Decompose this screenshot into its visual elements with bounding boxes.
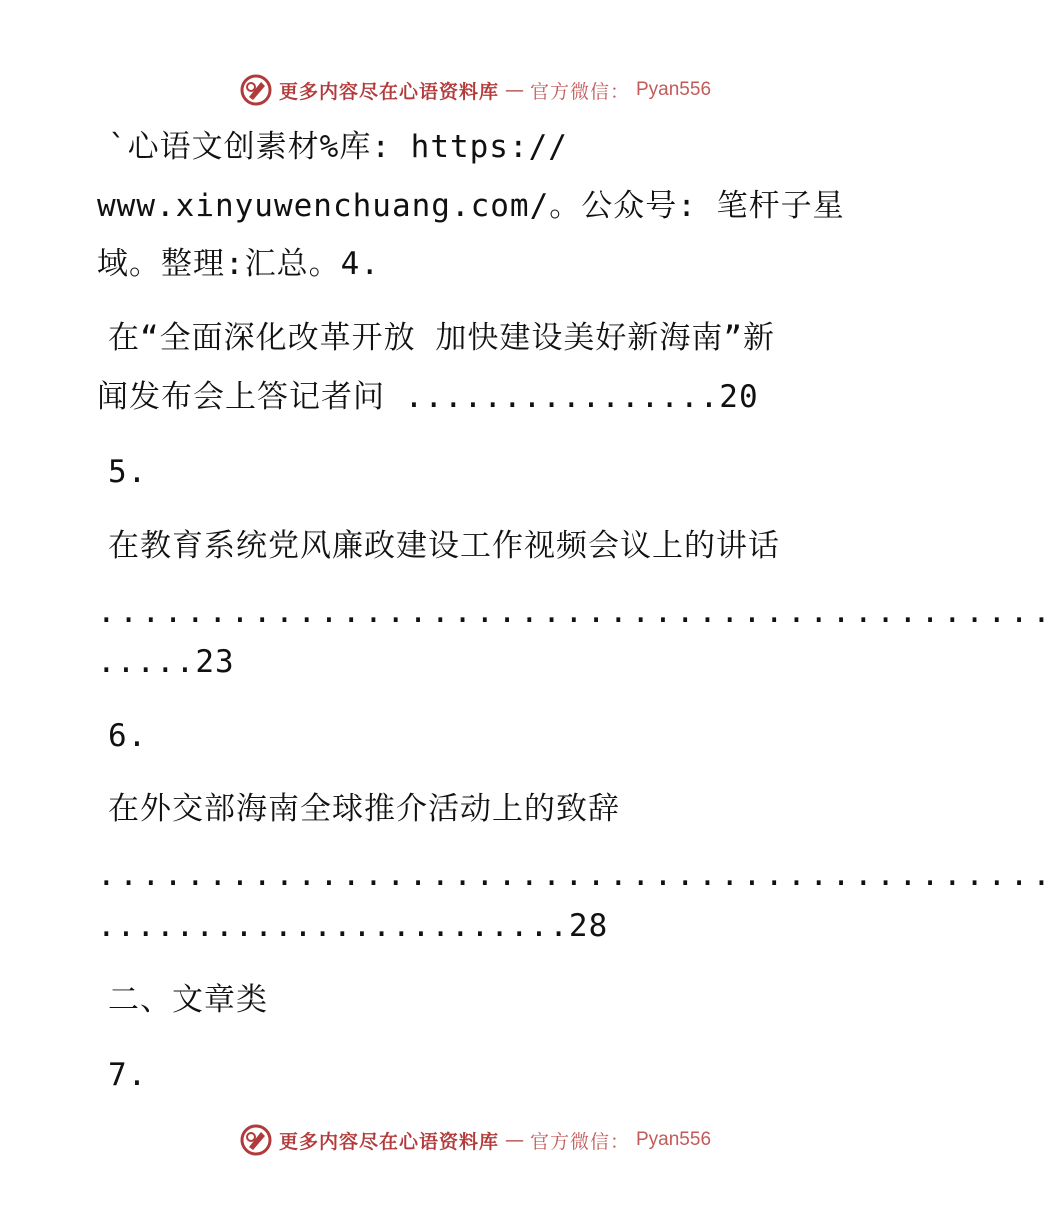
footer-watermark bbox=[0, 1120, 950, 1160]
watermark-wechat-label: 官方微信： bbox=[529, 80, 630, 103]
watermark-wechat-label: 官方微信： bbox=[529, 1130, 630, 1153]
text-line: 闻发布会上答记者问 ................20 bbox=[97, 379, 759, 415]
watermark-main-text: 更多内容尽在心语资料库 bbox=[278, 80, 499, 103]
leader-dots: ........................................... bbox=[97, 594, 1054, 630]
text-line: 在“全面深化改革开放 加快建设美好新海南”新 bbox=[108, 320, 775, 356]
text-line: 域。整理:汇总。4. bbox=[97, 246, 380, 282]
watermark-wechat-id: Pyan556 bbox=[636, 79, 712, 100]
text-line: 6. bbox=[108, 718, 148, 754]
text-line: 5. bbox=[108, 454, 148, 490]
watermark-wechat-id: Pyan556 bbox=[636, 1129, 712, 1150]
watermark-dash: — bbox=[504, 1129, 524, 1151]
watermark-main-text: 更多内容尽在心语资料库 bbox=[278, 1130, 499, 1153]
leader-dots: ........................................... bbox=[97, 857, 1054, 893]
text-line: 在教育系统党风廉政建设工作视频会议上的讲话 bbox=[108, 528, 780, 564]
section-heading: 二、文章类 bbox=[108, 982, 268, 1018]
text-line: `心语文创素材%库: https:// bbox=[108, 129, 568, 165]
text-line: 7. bbox=[108, 1057, 148, 1093]
pen-logo-icon bbox=[239, 1123, 273, 1157]
text-line: ........................28 bbox=[97, 908, 609, 944]
text-line: .....23 bbox=[97, 644, 235, 680]
watermark-dash: — bbox=[504, 79, 524, 101]
text-line: 在外交部海南全球推介活动上的致辞 bbox=[108, 791, 620, 827]
text-line: www.xinyuwenchuang.com/。公众号: 笔杆子星 bbox=[97, 188, 845, 224]
